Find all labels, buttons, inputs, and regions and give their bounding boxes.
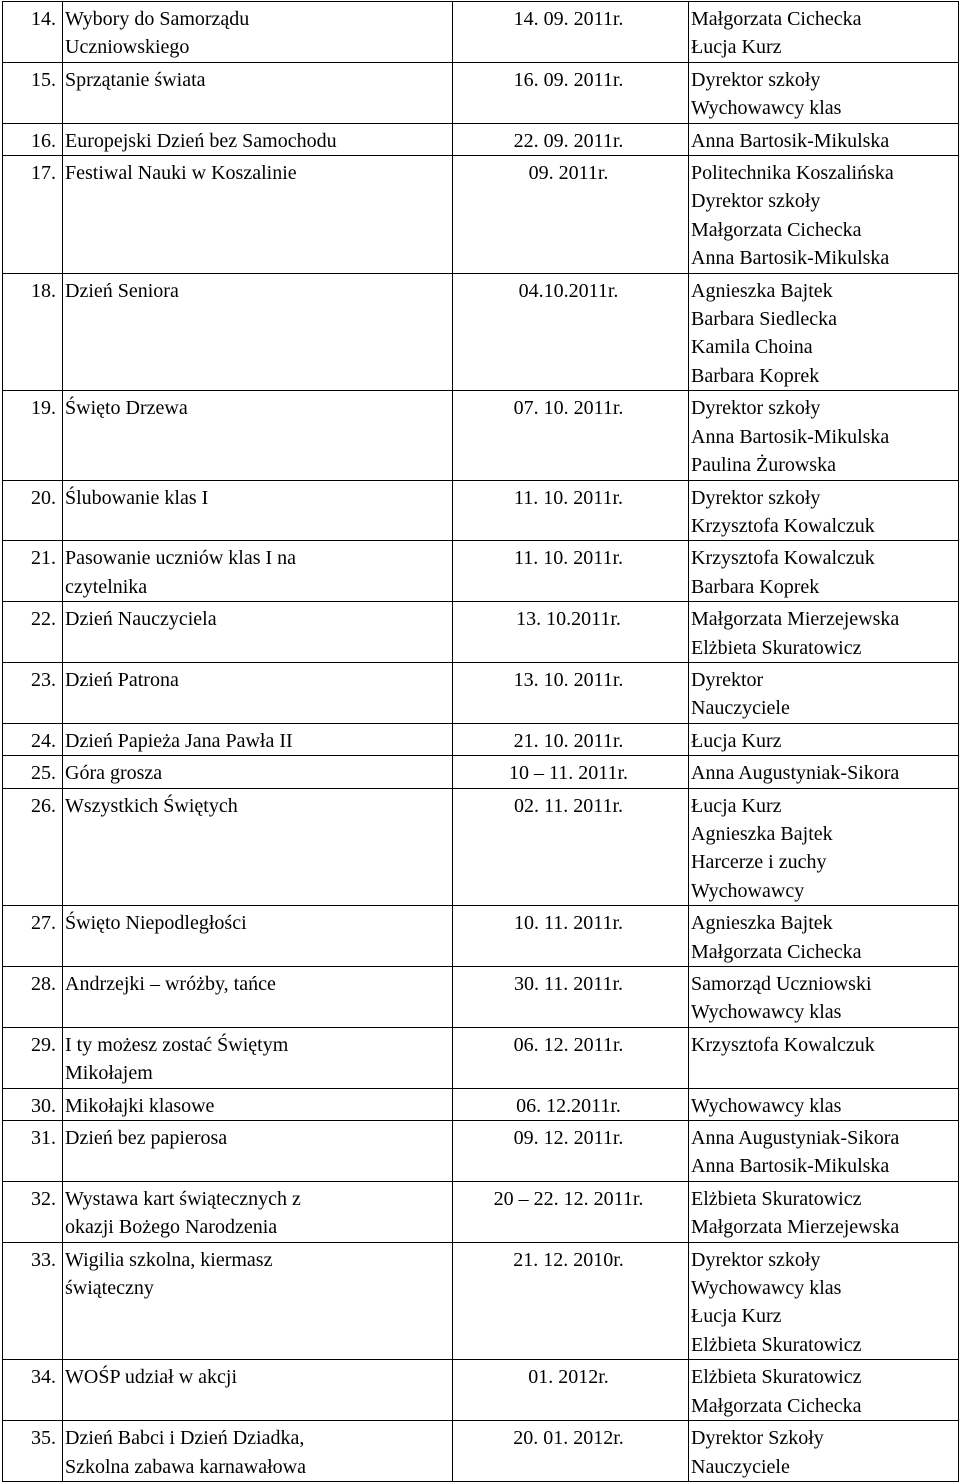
row-number: 14. <box>3 2 63 63</box>
responsible-persons: Dyrektor Nauczyciele <box>689 662 959 723</box>
event-name: Święto Niepodległości <box>63 906 453 967</box>
table-row <box>3 602 959 663</box>
responsible-persons: Politechnika Koszalińska Dyrektor szkoły Małgorzata Cichecka Anna Bartosik-Mikulska <box>689 156 959 274</box>
responsible-persons: Krzysztofa Kowalczuk <box>689 1027 959 1088</box>
event-name: Góra grosza <box>63 756 453 788</box>
event-date: 09. 2011r. <box>453 156 689 274</box>
table-row <box>3 906 959 967</box>
event-date: 21. 10. 2011r. <box>453 723 689 755</box>
event-name: Festiwal Nauki w Koszalinie <box>63 156 453 274</box>
responsible-persons: Elżbieta Skuratowicz Małgorzata Mierzejewska <box>689 1181 959 1242</box>
row-number: 33. <box>3 1242 63 1360</box>
event-name: Dzień Nauczyciela <box>63 602 453 663</box>
event-name: Wigilia szkolna, kiermasz świąteczny <box>63 1242 453 1360</box>
event-date: 20. 01. 2012r. <box>453 1421 689 1482</box>
event-date: 14. 09. 2011r. <box>453 2 689 63</box>
responsible-persons: Agnieszka Bajtek Małgorzata Cichecka <box>689 906 959 967</box>
event-name: WOŚP udział w akcji <box>63 1360 453 1421</box>
table-row <box>3 662 959 723</box>
row-number: 19. <box>3 391 63 480</box>
event-name: Ślubowanie klas I <box>63 480 453 541</box>
row-number: 15. <box>3 62 63 123</box>
responsible-persons: Łucja Kurz Agnieszka Bajtek Harcerze i zuchy Wychowawcy <box>689 788 959 906</box>
responsible-persons: Anna Augustyniak-Sikora <box>689 756 959 788</box>
responsible-persons: Elżbieta Skuratowicz Małgorzata Cichecka <box>689 1360 959 1421</box>
event-date: 30. 11. 2011r. <box>453 967 689 1028</box>
table-row <box>3 1421 959 1482</box>
row-number: 24. <box>3 723 63 755</box>
responsible-persons: Samorząd Uczniowski Wychowawcy klas <box>689 967 959 1028</box>
event-name: Sprzątanie świata <box>63 62 453 123</box>
table-row <box>3 62 959 123</box>
event-name: Mikołajki klasowe <box>63 1088 453 1120</box>
responsible-persons: Dyrektor szkoły Wychowawcy klas Łucja Kurz Elżbieta Skuratowicz <box>689 1242 959 1360</box>
event-name: Dzień bez papierosa <box>63 1121 453 1182</box>
responsible-persons: Dyrektor Szkoły Nauczyciele <box>689 1421 959 1482</box>
row-number: 34. <box>3 1360 63 1421</box>
row-number: 31. <box>3 1121 63 1182</box>
table-row <box>3 541 959 602</box>
row-number: 16. <box>3 123 63 155</box>
event-name: Andrzejki – wróżby, tańce <box>63 967 453 1028</box>
event-date: 04.10.2011r. <box>453 273 689 391</box>
table-row <box>3 1360 959 1421</box>
table-row <box>3 273 959 391</box>
table-row <box>3 391 959 480</box>
event-date: 13. 10. 2011r. <box>453 662 689 723</box>
event-date: 20 – 22. 12. 2011r. <box>453 1181 689 1242</box>
event-date: 06. 12.2011r. <box>453 1088 689 1120</box>
responsible-persons: Dyrektor szkoły Wychowawcy klas <box>689 62 959 123</box>
table-row <box>3 723 959 755</box>
row-number: 17. <box>3 156 63 274</box>
event-name: Dzień Papieża Jana Pawła II <box>63 723 453 755</box>
row-number: 29. <box>3 1027 63 1088</box>
event-name: I ty możesz zostać Świętym Mikołajem <box>63 1027 453 1088</box>
event-name: Dzień Babci i Dzień Dziadka, Szkolna zabawa karnawałowa <box>63 1421 453 1482</box>
event-date: 02. 11. 2011r. <box>453 788 689 906</box>
table-row <box>3 1181 959 1242</box>
row-number: 30. <box>3 1088 63 1120</box>
responsible-persons: Wychowawcy klas <box>689 1088 959 1120</box>
row-number: 18. <box>3 273 63 391</box>
row-number: 22. <box>3 602 63 663</box>
row-number: 27. <box>3 906 63 967</box>
events-table <box>2 1 959 1482</box>
table-row <box>3 788 959 906</box>
responsible-persons: Łucja Kurz <box>689 723 959 755</box>
responsible-persons: Małgorzata Cichecka Łucja Kurz <box>689 2 959 63</box>
responsible-persons: Małgorzata Mierzejewska Elżbieta Skuratowicz <box>689 602 959 663</box>
event-date: 01. 2012r. <box>453 1360 689 1421</box>
responsible-persons: Anna Augustyniak-Sikora Anna Bartosik-Mikulska <box>689 1121 959 1182</box>
event-date: 10. 11. 2011r. <box>453 906 689 967</box>
row-number: 21. <box>3 541 63 602</box>
event-date: 06. 12. 2011r. <box>453 1027 689 1088</box>
table-row <box>3 123 959 155</box>
row-number: 35. <box>3 1421 63 1482</box>
responsible-persons: Anna Bartosik-Mikulska <box>689 123 959 155</box>
row-number: 28. <box>3 967 63 1028</box>
row-number: 23. <box>3 662 63 723</box>
event-name: Wystawa kart świątecznych z okazji Bożego Narodzenia <box>63 1181 453 1242</box>
event-name: Wybory do Samorządu Uczniowskiego <box>63 2 453 63</box>
table-row <box>3 1121 959 1182</box>
responsible-persons: Agnieszka Bajtek Barbara Siedlecka Kamila Choina Barbara Koprek <box>689 273 959 391</box>
event-date: 16. 09. 2011r. <box>453 62 689 123</box>
event-name: Dzień Seniora <box>63 273 453 391</box>
table-row <box>3 1088 959 1120</box>
event-date: 13. 10.2011r. <box>453 602 689 663</box>
event-date: 11. 10. 2011r. <box>453 480 689 541</box>
event-name: Wszystkich Świętych <box>63 788 453 906</box>
event-date: 09. 12. 2011r. <box>453 1121 689 1182</box>
responsible-persons: Dyrektor szkoły Krzysztofa Kowalczuk <box>689 480 959 541</box>
table-row <box>3 967 959 1028</box>
event-name: Europejski Dzień bez Samochodu <box>63 123 453 155</box>
responsible-persons: Krzysztofa Kowalczuk Barbara Koprek <box>689 541 959 602</box>
events-table-body <box>3 2 959 1482</box>
table-row <box>3 756 959 788</box>
table-row <box>3 480 959 541</box>
table-row <box>3 1242 959 1360</box>
row-number: 20. <box>3 480 63 541</box>
row-number: 26. <box>3 788 63 906</box>
event-date: 22. 09. 2011r. <box>453 123 689 155</box>
table-row <box>3 156 959 274</box>
event-name: Pasowanie uczniów klas I na czytelnika <box>63 541 453 602</box>
event-date: 11. 10. 2011r. <box>453 541 689 602</box>
table-row <box>3 2 959 63</box>
responsible-persons: Dyrektor szkoły Anna Bartosik-Mikulska Paulina Żurowska <box>689 391 959 480</box>
event-name: Święto Drzewa <box>63 391 453 480</box>
event-date: 10 – 11. 2011r. <box>453 756 689 788</box>
row-number: 25. <box>3 756 63 788</box>
row-number: 32. <box>3 1181 63 1242</box>
event-date: 21. 12. 2010r. <box>453 1242 689 1360</box>
event-name: Dzień Patrona <box>63 662 453 723</box>
event-date: 07. 10. 2011r. <box>453 391 689 480</box>
table-row <box>3 1027 959 1088</box>
